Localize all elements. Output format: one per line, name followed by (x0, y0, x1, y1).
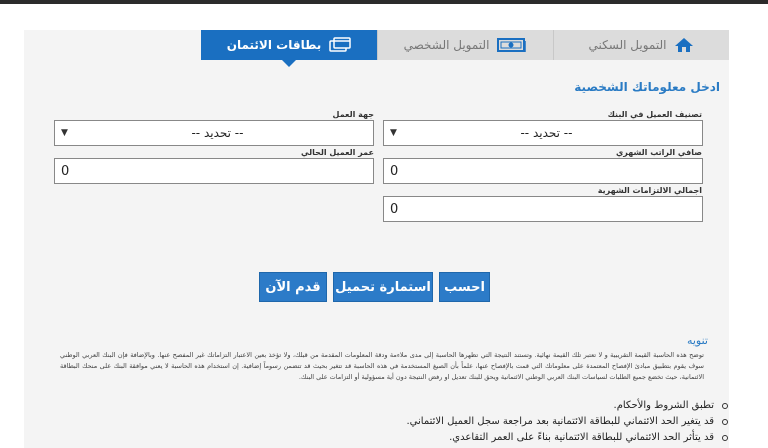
money-icon (497, 37, 527, 53)
chevron-down-icon: ▼ (61, 128, 68, 138)
chevron-down-icon: ▼ (390, 128, 397, 138)
bullet-icon (722, 403, 728, 409)
credit-card-icon (329, 37, 351, 53)
form-title: ادخل معلوماتك الشخصية (574, 80, 720, 94)
left-margin (0, 4, 24, 448)
list-item-text: تطبق الشروط والأحكام. (613, 400, 714, 411)
tab-cards-label: بطاقات الائتمان (226, 38, 322, 52)
monthly-obligations-label: اجمالي الالتزامات الشهرية (597, 186, 702, 195)
tab-housing-finance[interactable] (553, 30, 729, 60)
notice-title: تنويه (686, 334, 708, 347)
tab-personal-label: التمويل الشخصي (403, 38, 490, 52)
current-age-label: عمر العميل الحالي (300, 148, 374, 157)
terms-list (68, 398, 728, 446)
tab-credit-cards[interactable] (201, 30, 377, 60)
top-bar (0, 0, 768, 4)
list-item (68, 430, 728, 446)
employer-value: -- تحديد -- (191, 126, 244, 140)
apply-now-button[interactable]: قدم الآن (259, 272, 327, 302)
tab-personal-finance[interactable] (377, 30, 553, 60)
customer-class-select[interactable] (383, 120, 703, 146)
finance-tabs (24, 30, 729, 60)
list-item-text: قد يتغير الحد الائتماني للبطاقة الائتمانية بعد مراجعة سجل العميل الائتماني. (406, 416, 714, 427)
active-tab-pointer (282, 60, 296, 67)
house-icon (674, 37, 694, 53)
list-item (68, 414, 728, 430)
tab-housing-label: التمويل السكني (588, 38, 667, 52)
customer-class-value: -- تحديد -- (520, 126, 573, 140)
net-salary-input[interactable]: 0 (383, 158, 703, 184)
download-form-button[interactable]: استمارة تحميل (333, 272, 433, 302)
bullet-icon (722, 419, 728, 425)
current-age-input[interactable]: 0 (54, 158, 374, 184)
right-margin (729, 4, 768, 448)
employer-label: جهة العمل (332, 110, 374, 119)
calculate-button[interactable]: احسب (439, 272, 490, 302)
list-item (68, 398, 728, 414)
bullet-icon (722, 435, 728, 441)
monthly-obligations-input[interactable]: 0 (383, 196, 703, 222)
tab-bar-spacer (24, 30, 201, 60)
customer-class-label: تصنيف العميل في البنك (607, 110, 702, 119)
net-salary-label: صافي الراتب الشهري (615, 148, 702, 157)
employer-select[interactable] (54, 120, 374, 146)
notice-text: توضح هذه الحاسبة القيمة التقريبية و لا تعتبر تلك القيمة نهائية. وتستند النتيجة التي تظهرها الحاسبة إلى مدى ملاءمة ودقة المعلومات المقدمة من قبلك، ولا تؤخذ بعين الاعتبار التزاماتك غير المفصح عنها. وبالإضافة فإن البنك العربي الوطني سوف يقوم بتطبيق مبادئ الإفصاح المعتمدة على معلوماتك التي قمت بالإفصاح عنها، علماً بأن الصيغ المستخدمة في هذه الحاسبة قد تتغير بحيث قد تتضمن رسوماً إضافية. إن استخدام هذه الحاسبة لا يعني موافقة البنك على منحك البطاقة الائتمانية، حيث تخضع جميع الطلبات لسياسات البنك العربي الوطني الائتمانية ويحق للبنك تعديل او رفض النتيجة دون أية مسؤولية أو التزامات على البنك. (60, 351, 704, 381)
list-item-text: قد يتأثر الحد الائتماني للبطاقة الائتمانية بناءً على العمر التقاعدي. (449, 432, 714, 443)
